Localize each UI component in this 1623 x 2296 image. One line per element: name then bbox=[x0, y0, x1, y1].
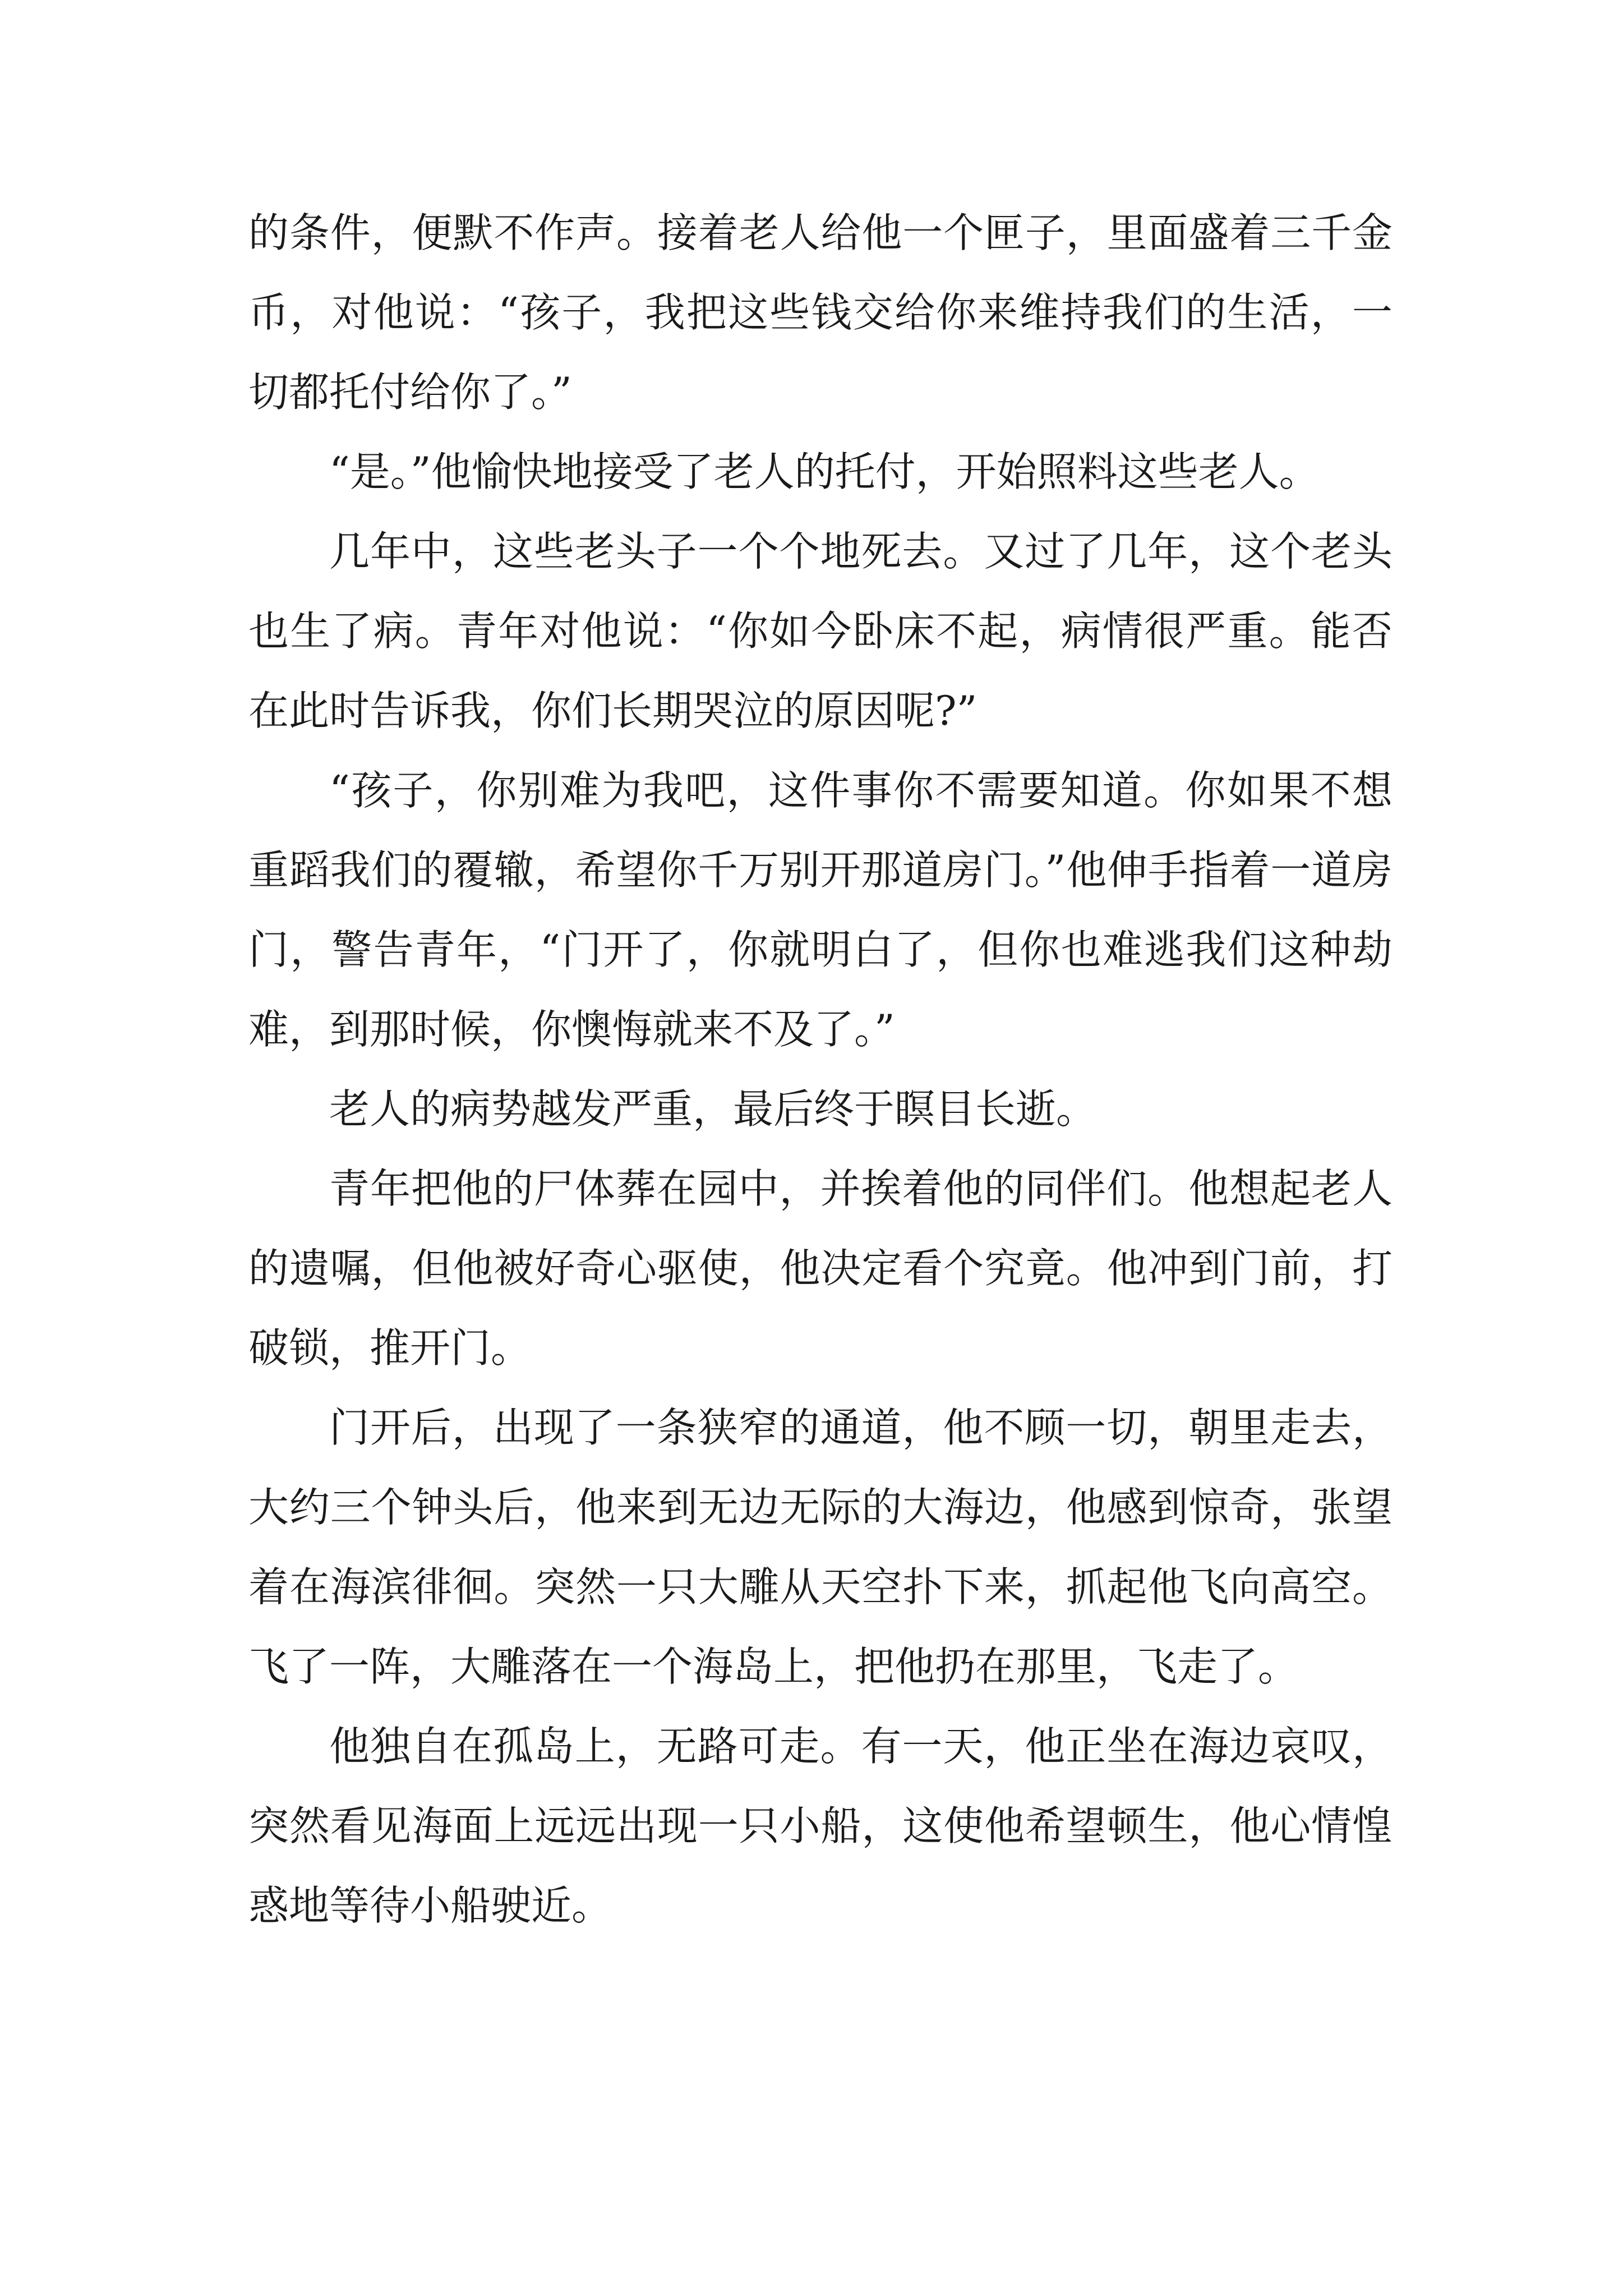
paragraph-1: 的条件，便默不作声。接着老人给他一个匣子，里面盛着三千金币，对他说：“孩子，我把这些钱交给你来维持我们的生活，一切都托付给你了。” bbox=[248, 209, 1393, 416]
paragraph-5: 老人的病势越发严重，最后终于瞑目长逝。 bbox=[329, 1085, 1097, 1133]
body-text bbox=[248, 193, 1393, 1945]
paragraph-3: 几年中，这些老头子一个个地死去。又过了几年，这个老头也生了病。青年对他说：“你如今卧床不起，病情很严重。能否在此时告诉我，你们长期哭泣的原因呢?” bbox=[248, 528, 1393, 734]
paragraph-2: “是。”他愉快地接受了老人的托付，开始照料这些老人。 bbox=[329, 448, 1320, 495]
paragraph-6: 青年把他的尸体葬在园中，并挨着他的同伴们。他想起老人的遗嘱，但他被好奇心驱使，他决定看个究竟。他冲到门前，打破锁，推开门。 bbox=[248, 1165, 1393, 1372]
paragraph-7: 门开后，出现了一条狭窄的通道，他不顾一切，朝里走去，大约三个钟头后，他来到无边无际的大海边，他感到惊奇，张望着在海滨徘徊。突然一只大雕从天空扑下来，抓起他飞向高空。飞了一阵，大雕落在一个海岛上，把他扔在那里，飞走了。 bbox=[248, 1404, 1393, 1690]
paragraph-4: “孩子，你别难为我吧，这件事你不需要知道。你如果不想重蹈我们的覆辙，希望你千万别开那道房门。”他伸手指着一道房门，警告青年，“门开了，你就明白了，但你也难逃我们这种劫难，到那时候，你懊悔就来不及了。” bbox=[248, 767, 1393, 1053]
paragraph-8: 他独自在孤岛上，无路可走。有一天，他正坐在海边哀叹，突然看见海面上远远出现一只小船，这使他希望顿生，他心情惶惑地等待小船驶近。 bbox=[248, 1723, 1393, 1929]
